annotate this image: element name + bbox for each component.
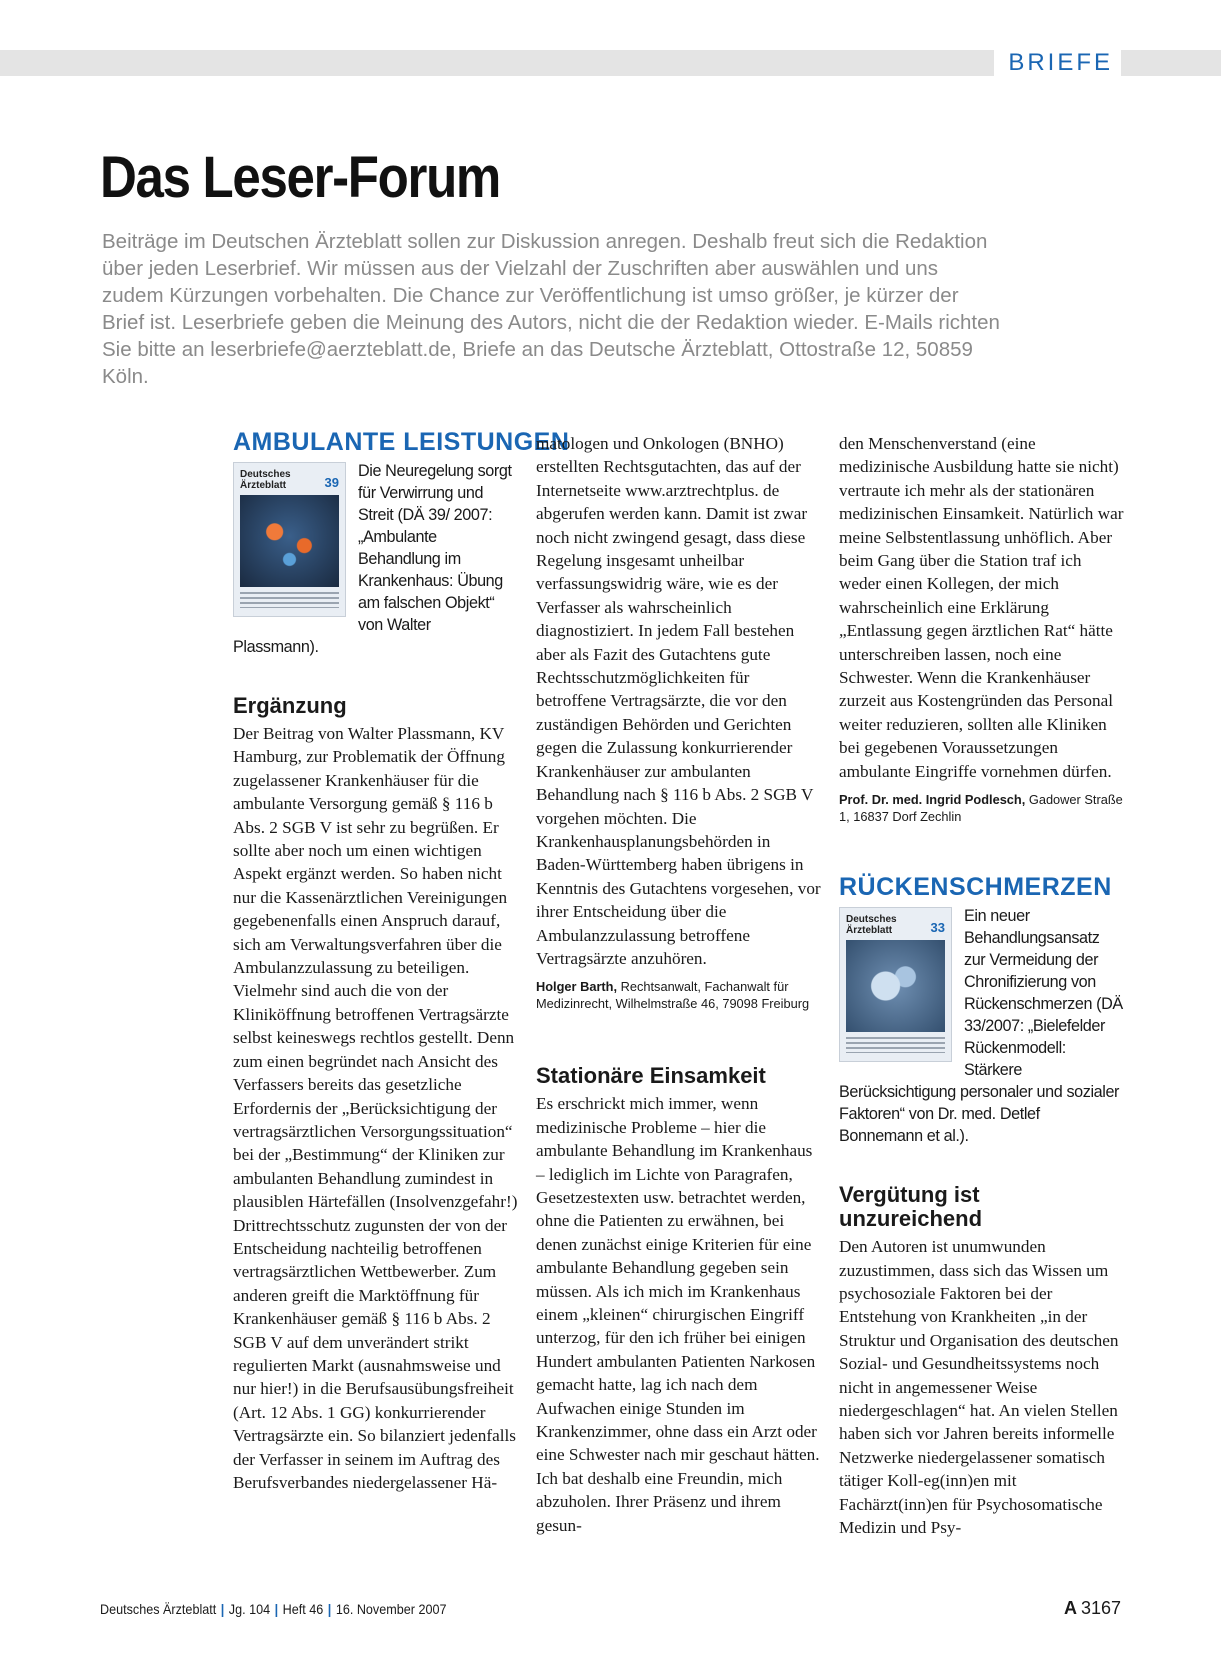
cover-issue-number: 33 (930, 920, 945, 936)
page-title: Das Leser-Forum (100, 145, 500, 210)
cover-footer-lines (846, 1037, 945, 1053)
cover-title: Deutsches Ärzteblatt (846, 914, 897, 937)
page-prefix: A (1063, 1598, 1077, 1618)
letter-body: Es erschrickt mich immer, wenn medizinische Probleme – hier die ambulante Behandlung im Krankenhaus – lediglich im Lichte von Paragrafen, Gesetzestexten usw. betrachtet werden, ohne die Patienten zu erwähnen, bei denen zunächst einige Kriterien für eine ambulante Behandlung gegeben sein müssen. Als ich mich im Krankenhaus einem „kleinen“ chirurgischen Eingriff unterzog, für den ich früher bei einigen Hundert ambulanten Patienten Narkosen gemacht hatte, lag ich nach dem Aufwachen einige Stunden im Krankenzimmer, ohne dass ein Arzt oder eine Schwester nach mir geschaut hätten. Ich bat deshalb eine Freundin, mich abzuholen. Ihrer Präsenz und ihrem gesun- (536, 1094, 820, 1535)
page-footer (100, 1601, 446, 1617)
letter-body-continued: den Menschenverstand (eine medizinische Ausbildung hatte sie nicht) vertraute ich mehr als der stationären medizinischen Einsamkeit. Natürlich war meine Selbstentlassung unhöflich. Aber beim Gang über die Station traf ich weder einen Kollegen, der mich wahrscheinlich eine Erklärung „Entlassung gegen ärztlichen Rat“ hätte unterschreiben lassen, noch eine Schwester. Wenn die Krankenhäuser zurzeit aus Kostengründen das Personal weiter reduzieren, sollten alle Kliniken bei gegebenen Voraussetzungen ambulante Eingriffe vornehmen dürfen. (839, 434, 1124, 781)
footer-volume: Jg. 104 (228, 1601, 271, 1617)
signature-name: Holger Barth, (536, 979, 618, 995)
cover-artwork (846, 940, 945, 1032)
footer-journal: Deutsches Ärzteblatt (100, 1601, 217, 1617)
signature-name: Prof. Dr. med. Ingrid Podlesch, (839, 792, 1026, 808)
magazine-cover-image (839, 907, 952, 1062)
letter-signature (536, 978, 821, 1012)
letter-headline: Ergänzung (233, 693, 347, 718)
letter-signature (839, 791, 1124, 825)
footer-date: 16. November 2007 (335, 1601, 447, 1617)
cover-footer-lines (240, 592, 339, 608)
footer-separator: | (274, 1601, 279, 1617)
footer-separator: | (220, 1601, 225, 1617)
topic-lead: Ein neuer Behandlungsansatz zur Vermeidung der Chronifizierung von Rückenschmerzen (DÄ 33/2007: „Bielefelder Rückenmodell: Stärkere Berücksichtigung personaler und sozialer Faktoren“ von Dr. med. Detlef Bonnemann et al.). (839, 907, 1123, 1146)
column-3 (839, 432, 1124, 1539)
signature-details: Rechtsanwalt, Fachanwalt für Medizinrecht, Wilhelmstraße 46, 79098 Freiburg (536, 979, 810, 1012)
topic-lead: Die Neuregelung sorgt für Verwirrung und Streit (DÄ 39/ 2007: „Ambulante Behandlung im Krankenhaus: Übung am falschen Objekt“ von Walter Plassmann). (233, 462, 512, 656)
column-2 (536, 432, 821, 1537)
footer-issue: Heft 46 (282, 1601, 324, 1617)
signature-details: Gadower Straße 1, 16837 Dorf Zechlin (839, 792, 1123, 825)
letter-body: Der Beitrag von Walter Plassmann, KV Hamburg, zur Problematik der Öffnung zugelassener Krankenhäuser für die ambulante Versorgung gemäß § 116 b Abs. 2 SGB V ist sehr zu begrüßen. Er sollte aber noch um einen wichtigen Aspekt ergänzt werden. So haben nicht nur die Kassenärztlichen Vereinigungen gegebenenfalls einen Anspruch darauf, sich am Verwaltungsverfahren über die Ambulanzzulassung zu beteiligen. Vielmehr sind auch die von der Kliniköffnung betroffenen Vertragsärzte selbst keineswegs rechtlos gestellt. Denn zum einen begründet nach Ansicht des Verfassers bereits das gesetzliche Erfordernis der „Berücksichtigung der vertragsärztlichen Versorgungssituation“ bei der „Bestimmung“ der Kliniken zur ambulanten Behandlung zumindest in plausiblen Härtefällen (Insolvenzgefahr!) Drittrechtsschutz zugunsten der von der Entscheidung nachteilig betroffenen vertragsärztlichen Wettbewerber. Zum anderen greift die Marktöffnung für Krankenhäuser gemäß § 116 b Abs. 2 SGB V auf dem unverändert strikt regulierten Markt (ausnahmsweise und nur hier!) in die Berufsausübungsfreiheit (Art. 12 Abs. 1 GG) konkurrierender Vertragsärzte ein. So bilanziert jedenfalls der Verfasser in seinem im Auftrag des Berufsverbandes niedergelassener Hä- (233, 724, 518, 1492)
page-number (1064, 1598, 1121, 1619)
letter-body-continued: matologen und Onkologen (BNHO) erstellten Rechtsgutachten, das auf der Internetseite www.arztrechtplus. de abgerufen werden kann. Damit ist zwar noch nicht zwingend gesagt, dass diese Regelung insgesamt unheilbar verfassungswidrig wäre, wie es der Verfasser als wahrscheinlich diagnostiziert. In jedem Fall bestehen aber als Fazit des Gutachtens gute Rechtsschutzmöglichkeiten für betroffene Vertragsärzte, die vor den zuständigen Behörden und Gerichten gegen die Zulassung konkurrierender Krankenhäuser zur ambulanten Behandlung nach § 116 b Abs. 2 SGB V vorgehen möchten. Die Krankenhausplanungsbehörden in Baden-Württemberg haben übrigens in Kenntnis des Gutachtens vorgesehen, vor ihrer Entscheidung über die Ambulanzzulassung betroffene Vertragsärzte anzuhören. (536, 434, 821, 968)
intro-text: Beiträge im Deutschen Ärzteblatt sollen zur Diskussion anregen. Deshalb freut sich die Redaktion über jeden Leserbrief. Wir müssen aus der Vielzahl der Zuschriften aber auswählen und uns zudem Kürzungen vorbehalten. Die Chance zur Veröffentlichung ist umso größer, je kürzer der Brief ist. Leserbriefe geben die Meinung des Autors, nicht die der Redaktion wieder. E-Mails richten Sie bitte an leserbriefe@aerzteblatt.de, Briefe an das Deutsche Ärzteblatt, Ottostraße 12, 50859 Köln. (102, 230, 1000, 388)
magazine-cover-image (233, 462, 346, 617)
column-1 (233, 428, 570, 1494)
cover-artwork (240, 495, 339, 587)
letter-headline: Stationäre Einsamkeit (536, 1063, 766, 1089)
topic-kicker-ambulante-leistungen: AMBULANTE LEISTUNGEN (233, 428, 570, 456)
letter-headline: Vergütung ist unzureichend (839, 1182, 983, 1232)
section-label: BRIEFE (994, 49, 1121, 77)
letter-body: Den Autoren ist unumwunden zuzustimmen, dass sich das Wissen um psychosoziale Faktoren bei der Entstehung von Krankheiten „in der Struktur und Organisation des deutschen Sozial- und Gesundheitssystems noch nicht in angemessener Weise niedergeschlagen“ hat. An vielen Stellen haben sich vor Jahren bereits informelle Netzwerke niedergelassener somatisch tätiger Koll-eg(inn)en mit Fachärzt(inn)en für Psychosomatische Medizin und Psy- (839, 1237, 1119, 1537)
footer-separator: | (327, 1601, 332, 1617)
topic-kicker-rueckenschmerzen: RÜCKENSCHMERZEN (839, 873, 1112, 902)
cover-issue-number: 39 (324, 475, 339, 490)
page-number-value: 3167 (1080, 1598, 1121, 1618)
cover-title: Deutsches Ärzteblatt (240, 469, 291, 491)
